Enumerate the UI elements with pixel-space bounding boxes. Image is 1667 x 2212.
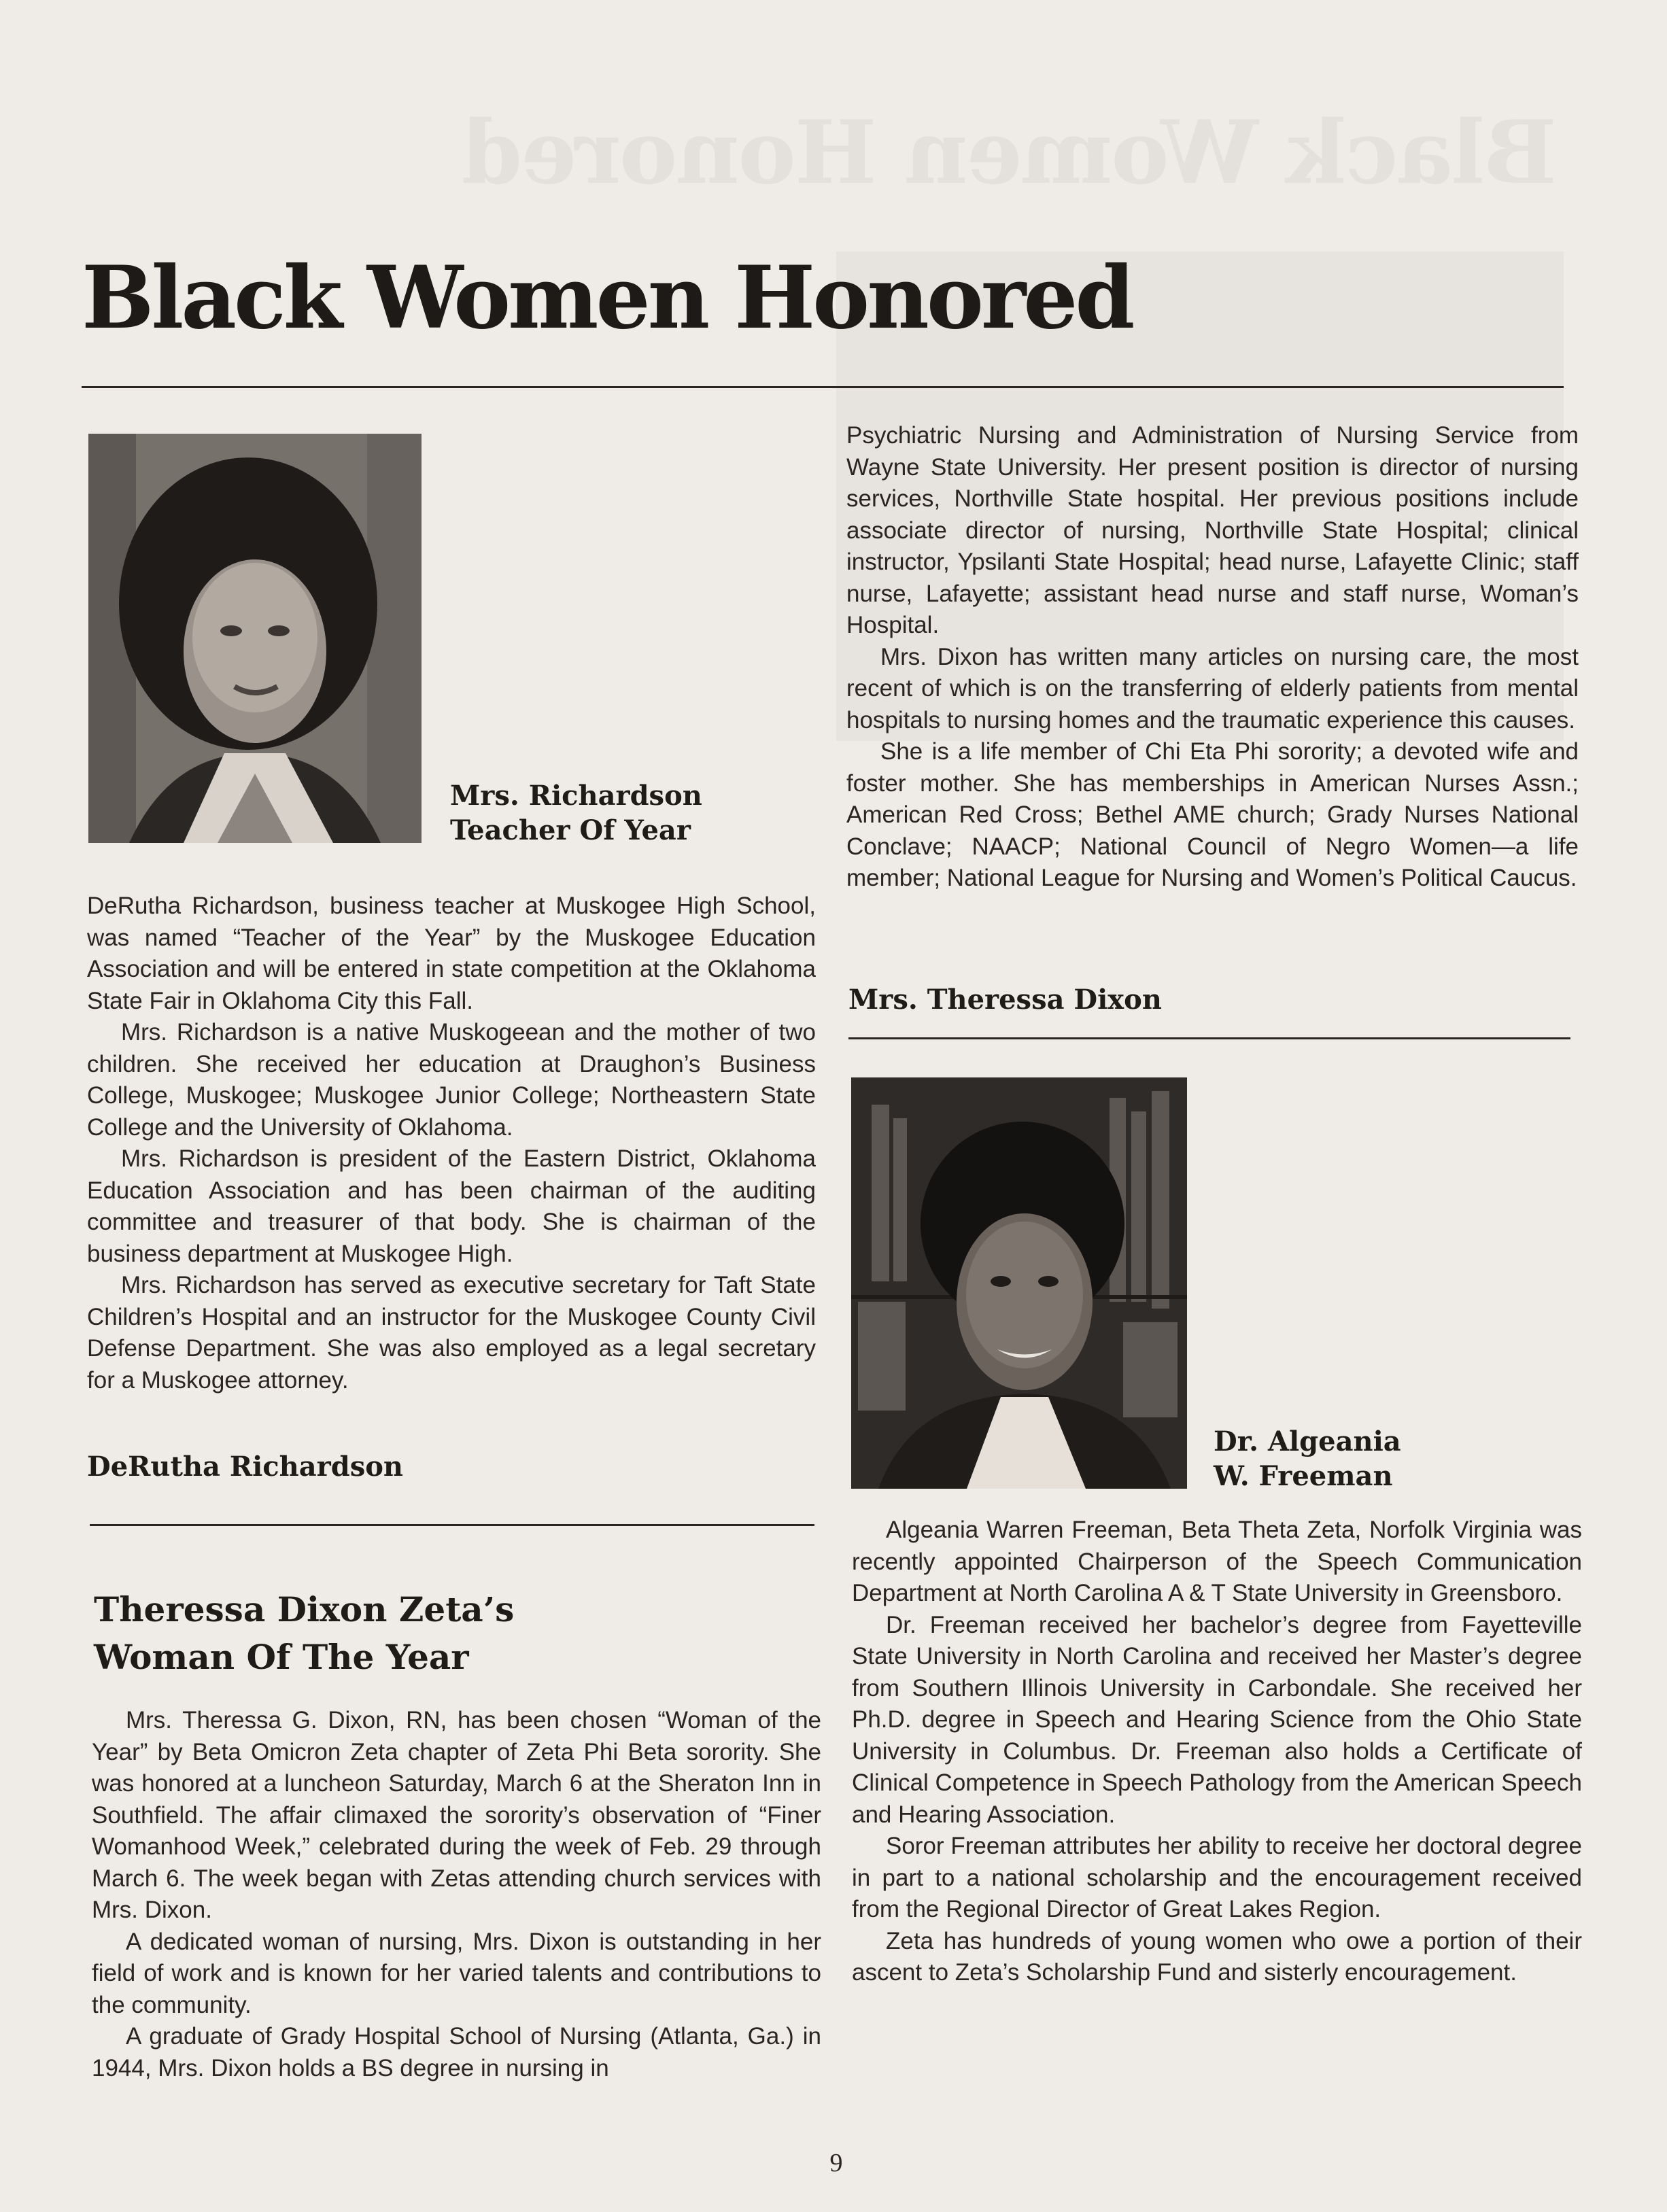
- title-rule: [82, 386, 1564, 388]
- freeman-paragraph: Soror Freeman attributes her ability to receive her doctoral degree in part to a national scholarship and the encouragement received from the Regional Director of Great Lakes Region.: [852, 1833, 1582, 1922]
- dixon-continued-paragraph: Psychiatric Nursing and Administration of Nursing Service from Wayne State University. Her present position is director of nursing services, Northville State hospital. Her previous positions include associate director of nursing, Northville State Hospital; clinical instructor, Ypsilanti State Hospital; head nurse, Lafayette Clinic; staff nurse, Lafayette; assistant head nurse and staff nurse, Woman’s Hospital.: [846, 422, 1579, 638]
- section-divider-right: [848, 1037, 1570, 1039]
- dixon-article-left: [92, 1705, 821, 2084]
- richardson-paragraph: DeRutha Richardson, business teacher at Muskogee High School, was named “Teacher of the Year” by the Muskogee Education Association and will be entered in state competition at the Oklahoma State Fair in Oklahoma City this Fall.: [87, 893, 816, 1014]
- page-title: Black Women Honored: [82, 247, 1133, 348]
- freeman-photo: [851, 1077, 1187, 1489]
- dixon-paragraph: A graduate of Grady Hospital School of Nursing (Atlanta, Ga.) in 1944, Mrs. Dixon holds a BS degree in nursing in: [92, 2023, 821, 2081]
- section-divider-left: [90, 1524, 814, 1526]
- bleed-through-text: Black Women Honored: [462, 102, 1557, 204]
- dixon-paragraph: Mrs. Theressa G. Dixon, RN, has been chosen “Woman of the Year” by Beta Omicron Zeta chapter of Zeta Phi Beta sorority. She was honored at a luncheon Saturday, March 6 at the Sheraton Inn in Southfield. The affair climaxed the sorority’s observation of “Finer Womanhood Week,” celebrated during the week of Feb. 29 through March 6. The week began with Zetas attending church services with Mrs. Dixon.: [92, 1707, 821, 1923]
- freeman-caption-line2: W. Freeman: [1214, 1460, 1393, 1492]
- freeman-paragraph: Algeania Warren Freeman, Beta Theta Zeta, Norfolk Virginia was recently appointed Chairperson of the Speech Communication Department at North Carolina A & T State University in Greensboro.: [852, 1517, 1582, 1606]
- dixon-heading-line1: Theressa Dixon Zeta’s: [94, 1589, 515, 1629]
- richardson-caption-title: Teacher Of Year: [450, 814, 691, 846]
- freeman-paragraph: Zeta has hundreds of young women who owe a portion of their ascent to Zeta’s Scholarship Fund and sisterly encouragement.: [852, 1927, 1582, 1986]
- dixon-paragraph: Mrs. Dixon has written many articles on nursing care, the most recent of which is on the transferring of elderly patients from mental hospitals to nursing homes and the traumatic experience this causes.: [846, 643, 1579, 733]
- richardson-paragraph: Mrs. Richardson is president of the Eastern District, Oklahoma Education Association and has been chairman of the auditing committee and treasurer of that body. She is chairman of the business department at Muskogee High.: [87, 1145, 816, 1267]
- dixon-heading-line2: Woman Of The Year: [94, 1637, 469, 1677]
- freeman-paragraph: Dr. Freeman received her bachelor’s degree from Fayetteville State University in North Carolina and received her Master’s degree from Southern Illinois University in Carbondale. She received her Ph.D. degree in Speech and Hearing Science from the Ohio State University in Columbus. Dr. Freeman also holds a Certificate of Clinical Competence in Speech Pathology from the American Speech and Hearing Association.: [852, 1611, 1582, 1828]
- richardson-photo: [88, 434, 422, 843]
- dixon-byline: Mrs. Theressa Dixon: [848, 984, 1162, 1016]
- dixon-article-right: [846, 420, 1579, 895]
- richardson-paragraph: Mrs. Richardson is a native Muskogeean and the mother of two children. She received her education at Draughon’s Business College, Muskogee; Muskogee Junior College; Northeastern State College and the University of Oklahoma.: [87, 1019, 816, 1141]
- freeman-caption-line1: Dr. Algeania: [1214, 1425, 1401, 1457]
- richardson-byline: DeRutha Richardson: [87, 1451, 403, 1483]
- richardson-article: [87, 891, 816, 1396]
- page-number: 9: [829, 2149, 843, 2177]
- richardson-caption-name: Mrs. Richardson: [450, 780, 702, 812]
- dixon-paragraph: A dedicated woman of nursing, Mrs. Dixon is outstanding in her field of work and is known for her varied talents and contributions to the community.: [92, 1928, 821, 2018]
- richardson-paragraph: Mrs. Richardson has served as executive secretary for Taft State Children’s Hospital and an instructor for the Muskogee County Civil Defense Department. She was also employed as a legal secretary for a Muskogee attorney.: [87, 1272, 816, 1394]
- freeman-article: [852, 1515, 1582, 1989]
- dixon-paragraph: She is a life member of Chi Eta Phi sorority; a devoted wife and foster mother. She has memberships in American Nurses Assn.; American Red Cross; Bethel AME church; Grady Nurses National Conclave; NAACP; National Council of Negro Women—a life member; National League for Nursing and Women’s Political Caucus.: [846, 738, 1579, 891]
